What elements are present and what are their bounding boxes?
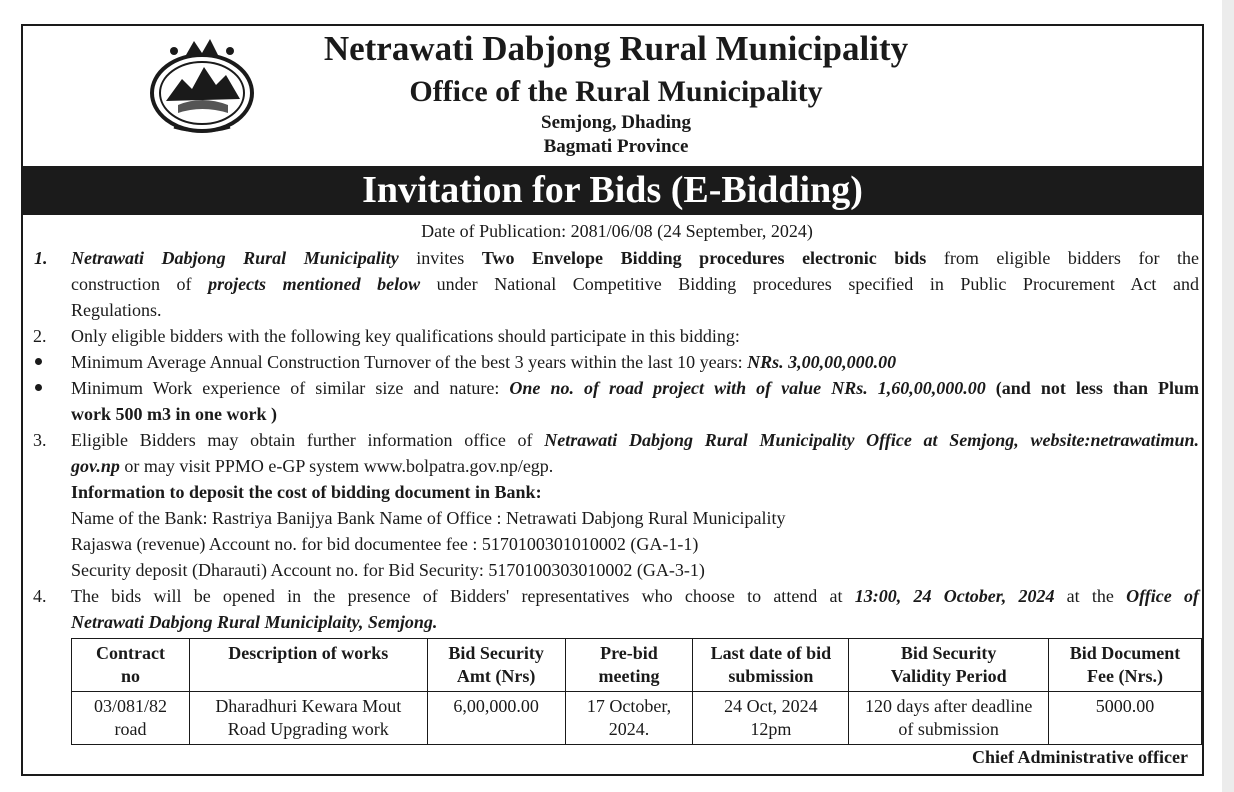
table-cell-contract-no bbox=[72, 692, 190, 745]
cell-line: 12pm bbox=[750, 719, 792, 739]
header-line: Amt (Nrs) bbox=[456, 666, 536, 686]
table-cell-bid-security bbox=[427, 692, 565, 745]
clause-1-text: construction of bbox=[71, 274, 209, 294]
qualification-experience-note: (and not less than Plum bbox=[985, 378, 1199, 398]
header-line: Description of works bbox=[228, 643, 389, 663]
header-line: Pre-bid bbox=[600, 643, 658, 663]
clause-1-projects: projects mentioned below bbox=[208, 274, 421, 294]
clause-1-bid-type: Two Envelope Bidding procedures electronic bids bbox=[481, 248, 927, 268]
qualification-experience-line-2: work 500 m3 in one work ) bbox=[71, 404, 277, 424]
table-header-cell bbox=[427, 639, 565, 692]
location-line-1: Semjong, Dhading bbox=[541, 112, 691, 133]
nepal-government-emblem-icon bbox=[144, 35, 260, 137]
table-header-row bbox=[72, 639, 1202, 692]
cell-line: Dharadhuri Kewara Mout bbox=[215, 696, 402, 716]
header-line: Fee (Nrs.) bbox=[1087, 666, 1164, 686]
qualification-turnover-text: Minimum Average Annual Construction Turnover of the best 3 years within the last 10 years: bbox=[71, 352, 748, 372]
clause-2-number: 2. bbox=[33, 326, 47, 346]
clause-3-line-2 bbox=[71, 455, 553, 477]
header-line: Contract bbox=[95, 643, 165, 663]
cell-line: 03/081/82 bbox=[93, 696, 167, 716]
table-cell-pre-bid bbox=[565, 692, 693, 745]
header-line: Bid Document bbox=[1069, 643, 1181, 663]
table-header-cell bbox=[189, 639, 427, 692]
table-header-cell bbox=[565, 639, 693, 692]
clause-1-municipality: Netrawati Dabjong Rural Municipality bbox=[71, 248, 399, 268]
table-cell-validity bbox=[849, 692, 1049, 745]
clause-2-text: Only eligible bidders with the following key qualifications should participate in this bidding: bbox=[71, 326, 740, 346]
clause-4-number: 4. bbox=[33, 586, 47, 606]
qualification-experience-value: One no. of road project with of value NRs. 1,60,00,000.00 bbox=[509, 378, 986, 398]
clause-3-egp-text: or may visit PPMO e-GP system www.bolpatra.gov.np/egp. bbox=[119, 456, 554, 476]
bullet-icon bbox=[35, 384, 42, 391]
bank-name: Name of the Bank: Rastriya Banijya Bank Name of Office : Netrawati Dabjong Rural Municipality bbox=[71, 508, 786, 528]
qualification-turnover bbox=[71, 351, 896, 373]
clause-1-line-3: Regulations. bbox=[71, 300, 162, 320]
publication-date: Date of Publication: 2081/06/08 (24 September, 2024) bbox=[421, 221, 813, 241]
header-line: Bid Security bbox=[448, 643, 544, 663]
clause-3-number: 3. bbox=[33, 430, 47, 450]
clause-4-text: The bids will be opened in the presence of Bidders' representatives who choose to attend at bbox=[71, 586, 855, 606]
header-line: Validity Period bbox=[890, 666, 1007, 686]
cell-line: of submission bbox=[898, 719, 999, 739]
notice-title: Invitation for Bids (E-Bidding) bbox=[23, 166, 1202, 215]
cell-line: 5000.00 bbox=[1095, 696, 1155, 716]
table-header-cell bbox=[72, 639, 190, 692]
table-header-cell bbox=[693, 639, 849, 692]
header-line: no bbox=[120, 666, 140, 686]
clause-3-text: Eligible Bidders may obtain further information office of bbox=[71, 430, 545, 450]
clause-4-line-2: Netrawati Dabjong Rural Municiplaity, Semjong. bbox=[71, 612, 438, 632]
table-cell-description bbox=[189, 692, 427, 745]
clause-4-opening-time: 13:00, 24 October, 2024 bbox=[854, 586, 1055, 606]
qualification-turnover-value: NRs. 3,00,00,000.00 bbox=[747, 352, 897, 372]
office-name: Office of the Rural Municipality bbox=[409, 75, 823, 108]
table-cell-document-fee bbox=[1049, 692, 1202, 745]
bid-details-table bbox=[71, 638, 1202, 745]
table-header-cell bbox=[849, 639, 1049, 692]
cell-line: 17 October, bbox=[586, 696, 672, 716]
clause-4-text: at the bbox=[1054, 586, 1127, 606]
header-line: meeting bbox=[598, 666, 660, 686]
location-line-2: Bagmati Province bbox=[543, 136, 689, 157]
bank-info-heading: Information to deposit the cost of bidding document in Bank: bbox=[71, 482, 542, 502]
clause-4-venue: Office of bbox=[1126, 586, 1200, 606]
clause-1-number: 1. bbox=[34, 248, 48, 268]
clause-1-line-1 bbox=[71, 247, 1199, 269]
bullet-icon bbox=[35, 358, 42, 365]
cell-line: 24 Oct, 2024 bbox=[724, 696, 818, 716]
cell-line: Road Upgrading work bbox=[227, 719, 389, 739]
clause-3-office-website: Netrawati Dabjong Rural Municipality Office at Semjong, website:netrawatimun. bbox=[544, 430, 1199, 450]
clause-1-text: from eligible bidders for the bbox=[926, 248, 1199, 268]
signatory-title: Chief Administrative officer bbox=[972, 747, 1188, 767]
clause-3-domain: gov.np bbox=[71, 456, 120, 476]
header-line: submission bbox=[728, 666, 814, 686]
cell-line: 2024. bbox=[608, 719, 650, 739]
cell-line: 6,00,000.00 bbox=[453, 696, 539, 716]
table-row bbox=[72, 692, 1202, 745]
municipality-name: Netrawati Dabjong Rural Municipality bbox=[323, 29, 909, 68]
header-line: Bid Security bbox=[900, 643, 997, 663]
clause-3-line-1 bbox=[71, 429, 1199, 451]
table-header-cell bbox=[1049, 639, 1202, 692]
header-line: Last date of bid bbox=[710, 643, 832, 663]
clause-1-text: invites bbox=[398, 248, 482, 268]
clause-1-text: under National Competitive Bidding procedures specified in Public Procurement Act and bbox=[420, 274, 1199, 294]
table-cell-last-date bbox=[693, 692, 849, 745]
security-account: Security deposit (Dharauti) Account no. for Bid Security: 5170100303010002 (GA-3-1) bbox=[71, 560, 705, 580]
qualification-experience-line-1 bbox=[71, 377, 1199, 399]
qualification-experience-text: Minimum Work experience of similar size and nature: bbox=[71, 378, 510, 398]
clause-4-line-1 bbox=[71, 585, 1199, 607]
cell-line: 120 days after deadline bbox=[864, 696, 1033, 716]
revenue-account: Rajaswa (revenue) Account no. for bid documentee fee : 5170100301010002 (GA-1-1) bbox=[71, 534, 699, 554]
cell-line: road bbox=[114, 719, 147, 739]
clause-1-line-2 bbox=[71, 273, 1199, 295]
